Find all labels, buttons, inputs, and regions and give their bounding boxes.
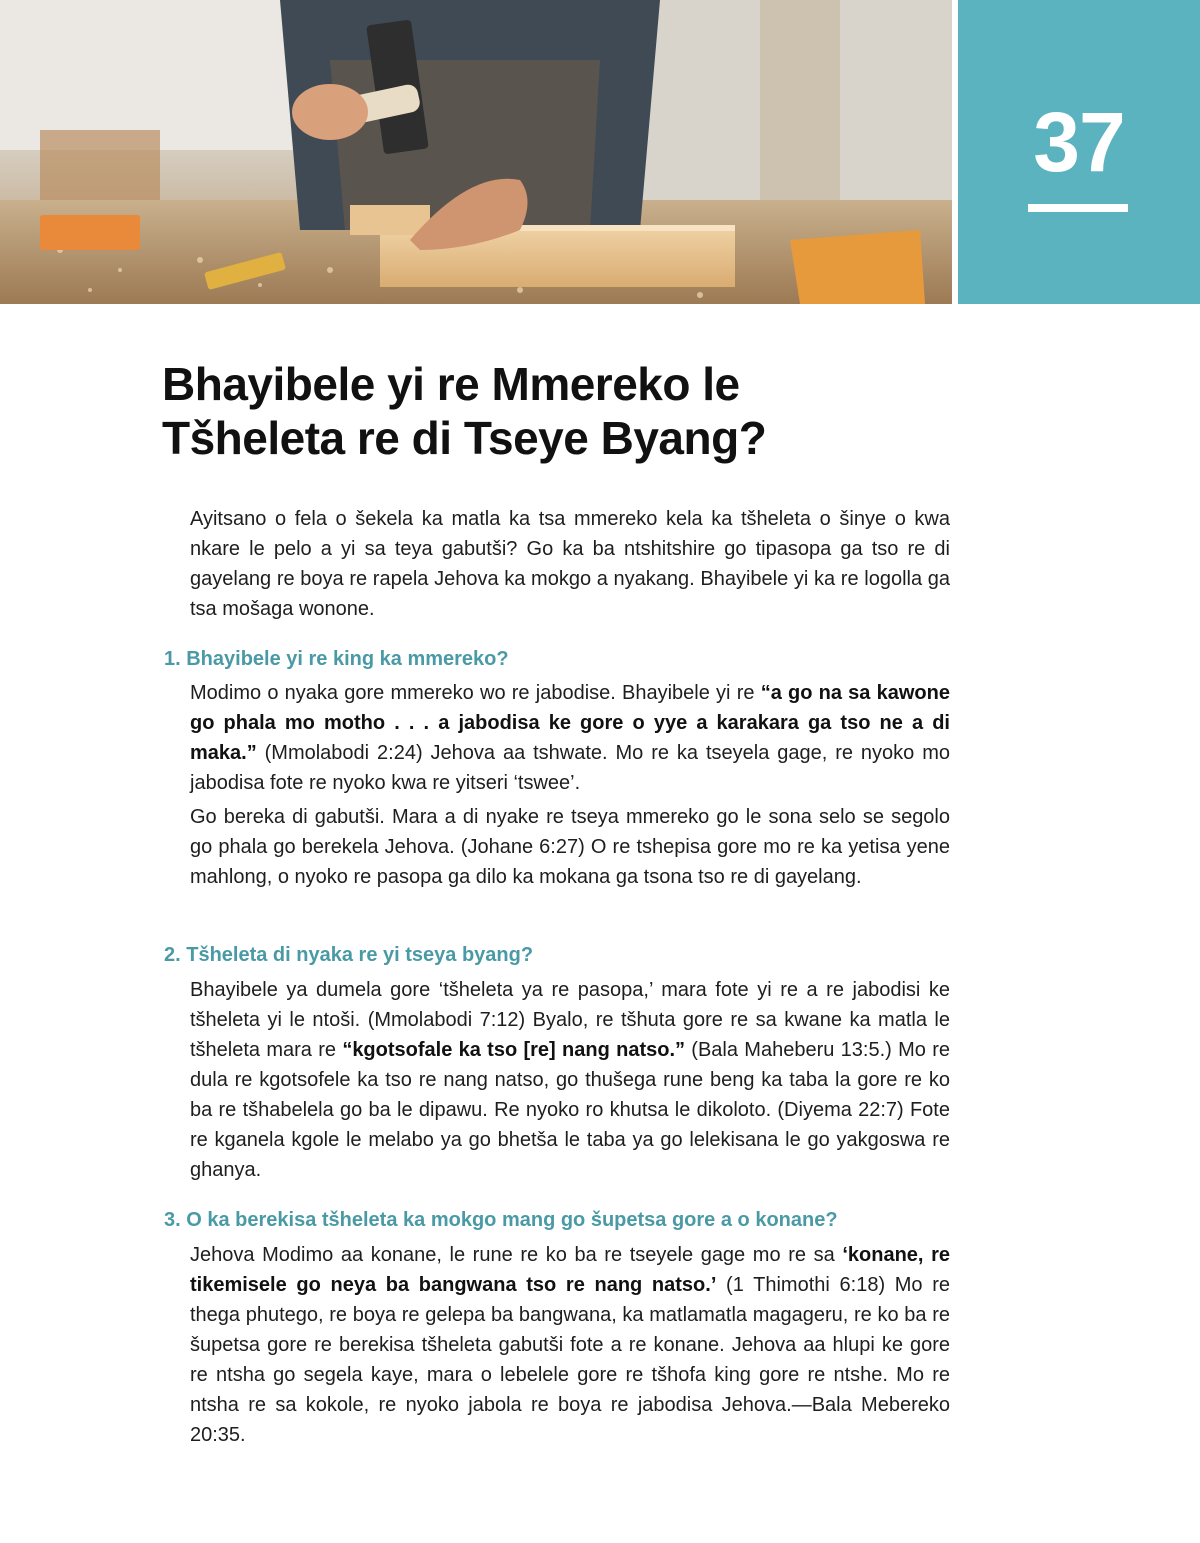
paragraph-text: (Mmolabodi 2:24) Jehova aa tshwate. Mo re ka tseyela gage, re nyoko mo jabodisa fote re nyoko kwa re yitseri ‘tswee’. xyxy=(190,742,950,794)
section-heading: 1. Bhayibele yi re king ka mmereko? xyxy=(164,648,509,670)
section-heading: 2. Tšheleta di nyaka re yi tseya byang? xyxy=(164,944,534,966)
scripture-quote: “kgotsofale ka tso [re] nang natso.” xyxy=(342,1039,685,1061)
section-paragraph xyxy=(190,975,950,1185)
title-line-1: Bhayibele yi re Mmereko le xyxy=(162,358,740,410)
section-heading: 3. O ka berekisa tšheleta ka mokgo mang go šupetsa gore a o konane? xyxy=(164,1209,838,1231)
page-title xyxy=(162,357,1062,465)
section-paragraph xyxy=(190,1240,950,1450)
lesson-number-badge xyxy=(958,0,1200,304)
badge-underline xyxy=(1028,204,1128,212)
title-line-2: Tšheleta re di Tseye Byang? xyxy=(162,412,767,464)
paragraph-text: Bhayibele ya dumela gore ‘tšheleta ya re pasopa,’ mara fote yi re a re jabodisi ke tšheleta yi le ntoši. (Mmolabodi 7:12) Byalo, re tšhuta gore re sa kwane ka matla le tšheleta mara re xyxy=(190,979,950,1061)
section-paragraph xyxy=(190,678,950,798)
paragraph-text: (1 Thimothi 6:18) Mo re thega phutego, re boya re gelepa ba bangwana, ka matlamatla magageru, re ko ba re šupetsa gore re berekisa tšheleta gabutši fote a re konane. Jehova aa hlupi ke gore re ntsha go segela kaye, mara o lebelele gore re tšhofa king gore re ntshe. Mo re ntsha re sa kokole, re nyoko jabola re boya re jabodisa Jehova.—Bala Mebereko 20:35. xyxy=(190,1274,951,1446)
paragraph-text: Jehova Modimo aa konane, le rune re ko ba re tseyele gage mo re sa xyxy=(190,1244,843,1266)
intro-paragraph: Ayitsano o fela o šekela ka matla ka tsa mmereko kela ka tšheleta o šinye o kwa nkare le pelo a yi sa teya gabutši? Go ka ba ntshitshire go tipasopa ga tso re di gayelang re boya re rapela Jehova ka mokgo a nyakang. Bhayibele yi ka re logolla ga tsa mošaga wonone. xyxy=(190,508,950,620)
scripture-quote: ‘konane, re tikemisele go neya ba bangwana tso re nang natso.’ xyxy=(190,1244,950,1296)
lesson-number: 37 xyxy=(1033,95,1125,189)
paragraph-text: Modimo o nyaka gore mmereko wo re jabodise. Bhayibele yi re xyxy=(190,682,761,704)
hero-photo xyxy=(0,0,952,304)
carpentry-illustration xyxy=(0,0,952,304)
section-paragraph: Go bereka di gabutši. Mara a di nyake re tseya mmereko go le sona selo se segolo go phala go berekela Jehova. (Johane 6:27) O re tshepisa gore mo re ka yetisa yene mahlong, o nyoko re pasopa ga dilo ka mokana ga tsona tso re di gayelang. xyxy=(190,806,950,888)
scripture-quote: “a go na sa kawone go phala mo motho . . . a jabodisa ke gore o yye a karakara ga tso ne a di maka.” xyxy=(190,682,950,764)
paragraph-text: (Bala Maheberu 13:5.) Mo re dula re kgotsofele ka tso re nang natso, go thušega rune beng ka taba la gore re ko ba re tšhabelela go ba le dipawu. Re nyoko ro khutsa le dikoloto. (Diyema 22:7) Fote re kganela kgole le melabo ya go bhetša le taba ya go lelekisana le go yakgoswa re ghanya. xyxy=(190,1039,950,1181)
